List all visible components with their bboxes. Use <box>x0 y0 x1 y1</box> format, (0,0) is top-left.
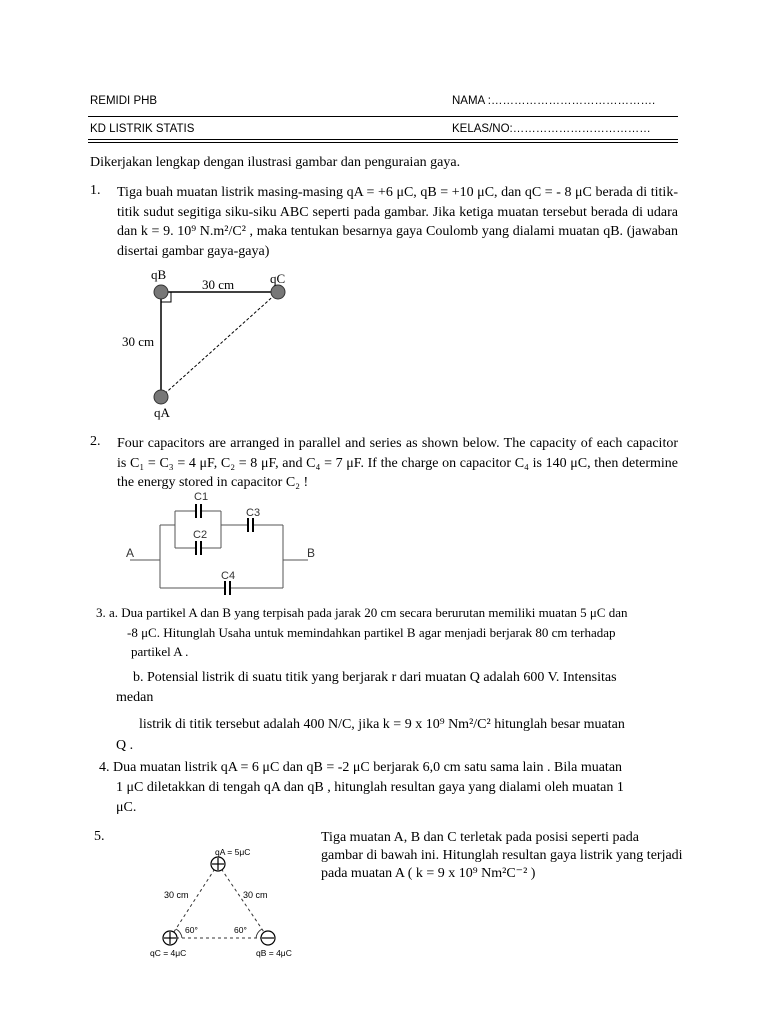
c3-label: C3 <box>246 507 261 519</box>
q3a-line2: -8 μC. Hitunglah Usaha untuk memindahkan partikel B agar menjadi berjarak 80 cm terhadap <box>127 625 616 640</box>
q4-line2: 1 μC diletakkan di tengah qA dan qB , hitunglah resultan gaya yang dialami oleh muatan 1 <box>116 780 624 795</box>
q5-label-qb: qB = 4μC <box>256 948 292 958</box>
header-name-field: NAMA :……………………………………. <box>452 95 656 107</box>
q1-label-top: 30 cm <box>202 277 235 292</box>
q2-text: Four capacitors are arranged in parallel and series as shown below. The capacity of each capacitor is C₁ = C₃ = 4 μF, C₂ = 8 μF, and C₄ = 7 μF. If the charge on capacitor C₄ is 140 μC, then determine the energy stored in capacitor C₂ ! <box>117 436 678 490</box>
q1-text: Tiga buah muatan listrik masing-masing qA = +6 μC, qB = +10 μC, dan qC = - 8 μC berada di titik-titik sudut segitiga siku-siku ABC seperti pada gambar. Jika ketiga muatan tersebut berada di udara dan k = 9. 10⁹ N.m²/C² , maka tentukan besarnya gaya Coulomb yang dialami muatan qB. (jawaban disertai gambar gaya-gaya) <box>117 185 678 259</box>
q5-label-left-distance: 30 cm <box>164 890 189 900</box>
q5-label-right-distance: 30 cm <box>243 890 268 900</box>
q3b-line3: listrik di titik tersebut adalah 400 N/C, jika k = 9 x 10⁹ Nm²/C² hitunglah besar muatan <box>139 717 625 732</box>
q4-line3: μC. <box>116 800 137 815</box>
instruction: Dikerjakan lengkap dengan ilustrasi gambar dan penguraian gaya. <box>90 155 461 170</box>
q2-number: 2. <box>90 434 101 449</box>
q3a-line1: 3. a. Dua partikel A dan B yang terpisah pada jarak 20 cm secara berurutan memiliki muatan 5 μC dan <box>96 605 628 620</box>
q5-label-angle-right: 60° <box>234 925 247 935</box>
header-remedial-title: REMIDI PHB <box>90 95 158 107</box>
q3a-line3: partikel A . <box>131 644 189 659</box>
charge-qa-icon <box>154 390 168 404</box>
terminal-a-label: A <box>126 546 135 560</box>
q2-capacitor-circuit <box>120 488 330 598</box>
q1-label-qa: qA <box>154 405 170 420</box>
q1-number: 1. <box>90 183 101 198</box>
q1-label-qb: qB <box>151 267 167 282</box>
q1-label-side: 30 cm <box>122 334 155 349</box>
q5-label-qa: qA = 5μC <box>215 847 251 857</box>
c1-label: C1 <box>194 491 209 503</box>
q5-label-angle-left: 60° <box>185 925 198 935</box>
q3b-line2: medan <box>116 690 154 705</box>
q3b-line1: b. Potensial listrik di suatu titik yang berjarak r dari muatan Q adalah 600 V. Intensitas <box>133 670 617 685</box>
header-class-field: KELAS/NO:……………………………… <box>452 123 651 135</box>
header-kd: KD LISTRIK STATIS <box>90 123 195 135</box>
q5-text: Tiga muatan A, B dan C terletak pada posisi seperti pada gambar di bawah ini. Hitunglah resultan gaya listrik yang terjadi pada muatan A ( k = 9 x 10⁹ Nm²C⁻² ) <box>321 830 683 881</box>
charge-qb-icon <box>154 285 168 299</box>
q5-triangle-figure <box>140 838 315 968</box>
header-rule-3 <box>88 142 678 143</box>
terminal-b-label: B <box>307 546 316 560</box>
q1-triangle-figure <box>110 262 310 427</box>
q1-side-ac <box>161 292 278 397</box>
c4-label: C4 <box>221 570 236 582</box>
q4-line1: 4. Dua muatan listrik qA = 6 μC dan qB = -2 μC berjarak 6,0 cm satu sama lain . Bila muatan <box>99 760 623 775</box>
charge-qc-icon <box>271 285 285 299</box>
header-rule-1 <box>88 116 678 117</box>
c2-label: C2 <box>193 529 208 541</box>
q1-label-qc: qC <box>270 271 286 286</box>
q3b-line4: Q . <box>116 738 134 753</box>
header-rule-2 <box>88 139 678 140</box>
q5-number: 5. <box>94 829 105 844</box>
q5-label-qc: qC = 4μC <box>150 948 187 958</box>
